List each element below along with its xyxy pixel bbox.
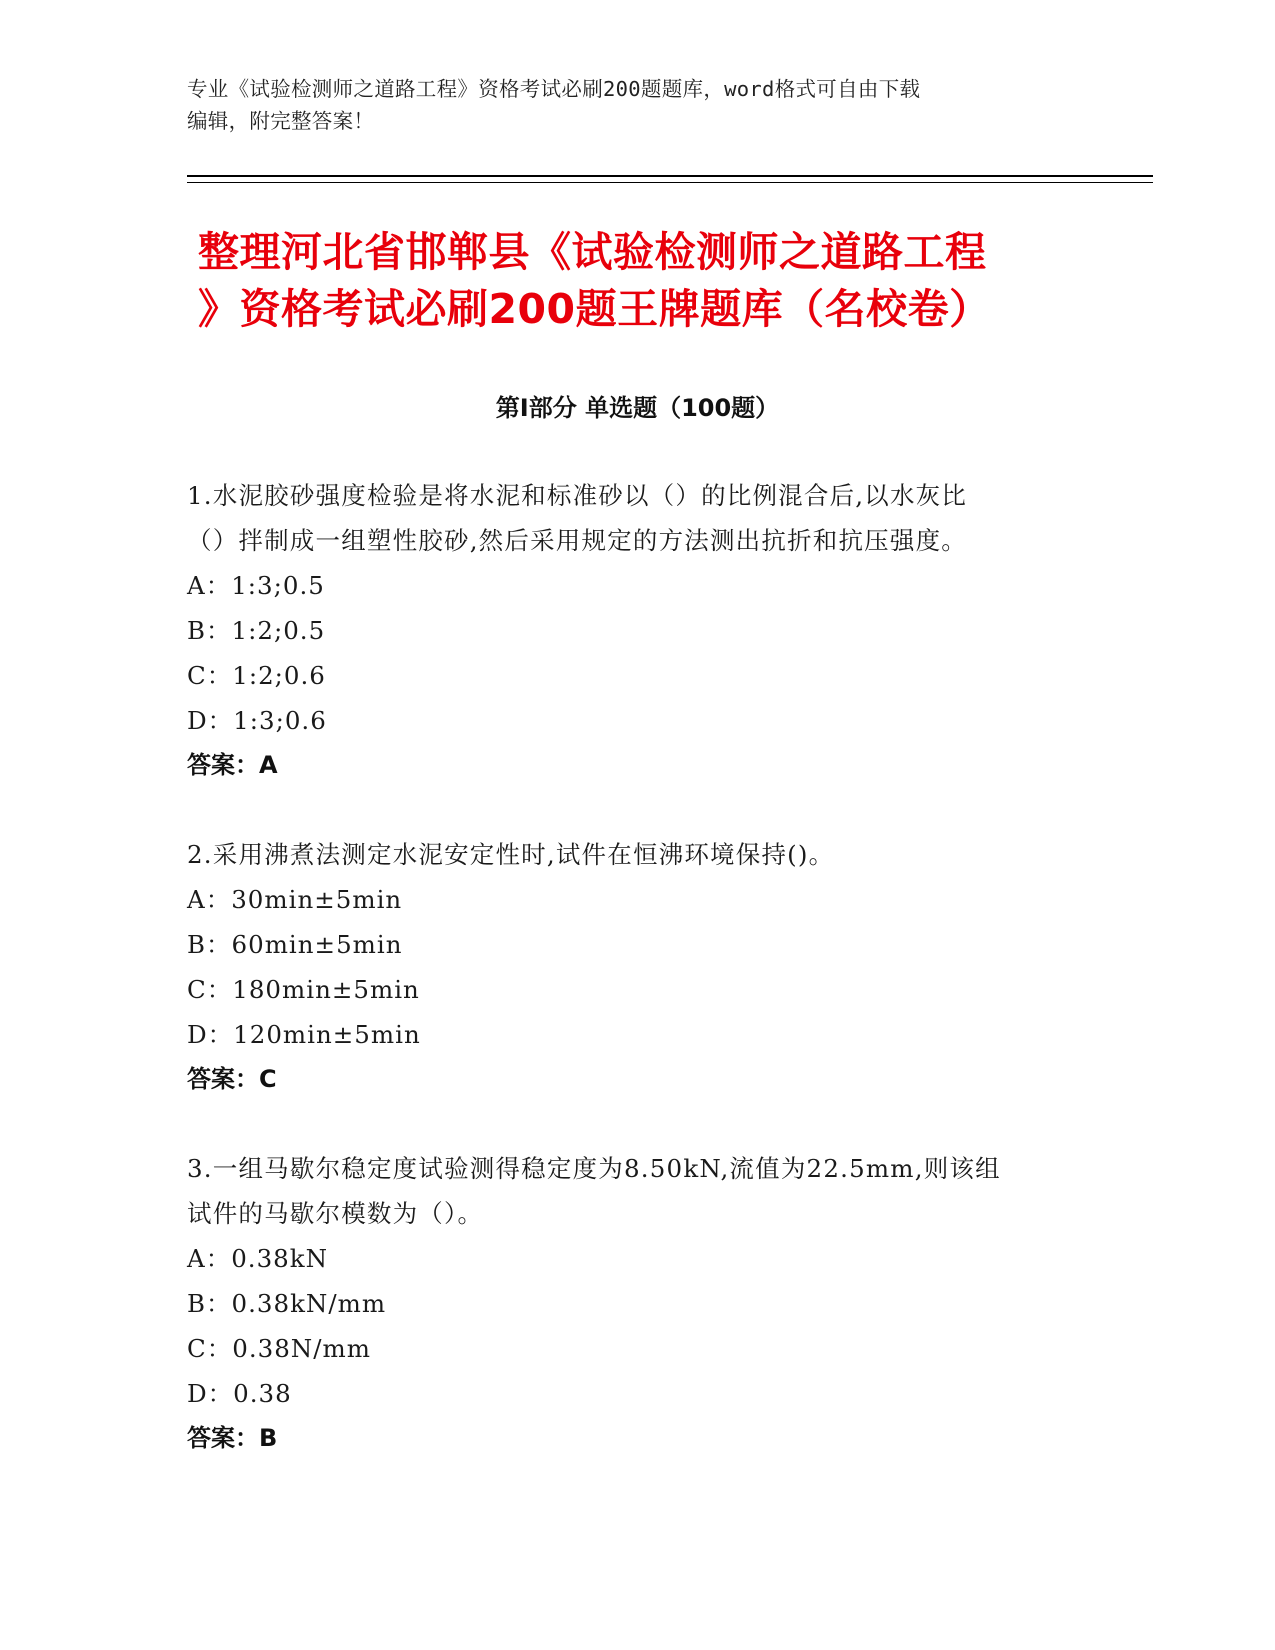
option-key: C： [187, 1334, 233, 1363]
question-stem [187, 832, 1087, 877]
option-text: 60min±5min [231, 930, 403, 959]
option-key: A： [187, 885, 232, 914]
option-b [187, 922, 1087, 967]
option-d [187, 1371, 1087, 1416]
option-key: B： [187, 616, 232, 645]
answer-line: 答案：A [187, 751, 278, 779]
question-stem-line: 2.采用沸煮法测定水泥安定性时,试件在恒沸环境保持()。 [187, 840, 835, 869]
title-line-1: 整理河北省邯郸县《试验检测师之道路工程 [198, 228, 987, 276]
option-a [187, 563, 1087, 608]
option-key: D： [187, 706, 234, 735]
question-list [187, 473, 1087, 1505]
option-key: B： [187, 1289, 232, 1318]
option-a [187, 1236, 1087, 1281]
option-d [187, 1012, 1087, 1057]
option-key: D： [187, 1379, 234, 1408]
question-1 [187, 473, 1087, 788]
question-stem-line: 3.一组马歇尔稳定度试验测得稳定度为8.50kN,流值为22.5mm,则该组 [187, 1154, 1001, 1183]
question-stem [187, 1146, 1087, 1236]
option-d [187, 698, 1087, 743]
question-stem [187, 473, 1087, 563]
option-key: A： [187, 1244, 232, 1273]
option-c [187, 653, 1087, 698]
header-note [187, 73, 1087, 137]
option-text: 0.38 [233, 1379, 292, 1408]
option-text: 30min±5min [231, 885, 403, 914]
option-a [187, 877, 1087, 922]
section-heading: 第Ⅰ部分 单选题（100题） [495, 394, 780, 422]
option-text: 1:3;0.6 [233, 706, 327, 735]
header-divider-thick [187, 175, 1153, 177]
option-text: 120min±5min [233, 1020, 421, 1049]
title-line-2: 》资格考试必刷200题王牌题库（名校卷） [198, 285, 991, 333]
header-note-line-2: 编辑，附完整答案！ [187, 109, 375, 133]
option-text: 1:3;0.5 [231, 571, 325, 600]
question-stem-line: 1.水泥胶砂强度检验是将水泥和标准砂以（）的比例混合后,以水灰比 [187, 481, 968, 510]
option-text: 1:2;0.6 [232, 661, 326, 690]
option-b [187, 1281, 1087, 1326]
answer-line: 答案：C [187, 1065, 277, 1093]
option-text: 1:2;0.5 [231, 616, 326, 645]
option-text: 180min±5min [232, 975, 420, 1004]
question-stem-line: 试件的马歇尔模数为（）。 [187, 1199, 484, 1228]
question-2 [187, 832, 1087, 1102]
document-title [198, 224, 1088, 338]
option-key: C： [187, 661, 233, 690]
option-text: 0.38kN/mm [231, 1289, 387, 1318]
answer-line: 答案：B [187, 1424, 278, 1452]
question-3 [187, 1146, 1087, 1461]
question-stem-line: （）拌制成一组塑性胶砂,然后采用规定的方法测出抗折和抗压强度。 [187, 526, 967, 555]
option-text: 0.38kN [231, 1244, 329, 1273]
option-c [187, 967, 1087, 1012]
option-key: B： [187, 930, 232, 959]
option-c [187, 1326, 1087, 1371]
option-text: 0.38N/mm [232, 1334, 371, 1363]
option-key: D： [187, 1020, 234, 1049]
header-note-line-1: 专业《试验检测师之道路工程》资格考试必刷200题题库，word格式可自由下载 [187, 77, 921, 101]
option-key: A： [187, 571, 232, 600]
option-key: C： [187, 975, 233, 1004]
header-divider-thin [187, 182, 1153, 183]
option-b [187, 608, 1087, 653]
